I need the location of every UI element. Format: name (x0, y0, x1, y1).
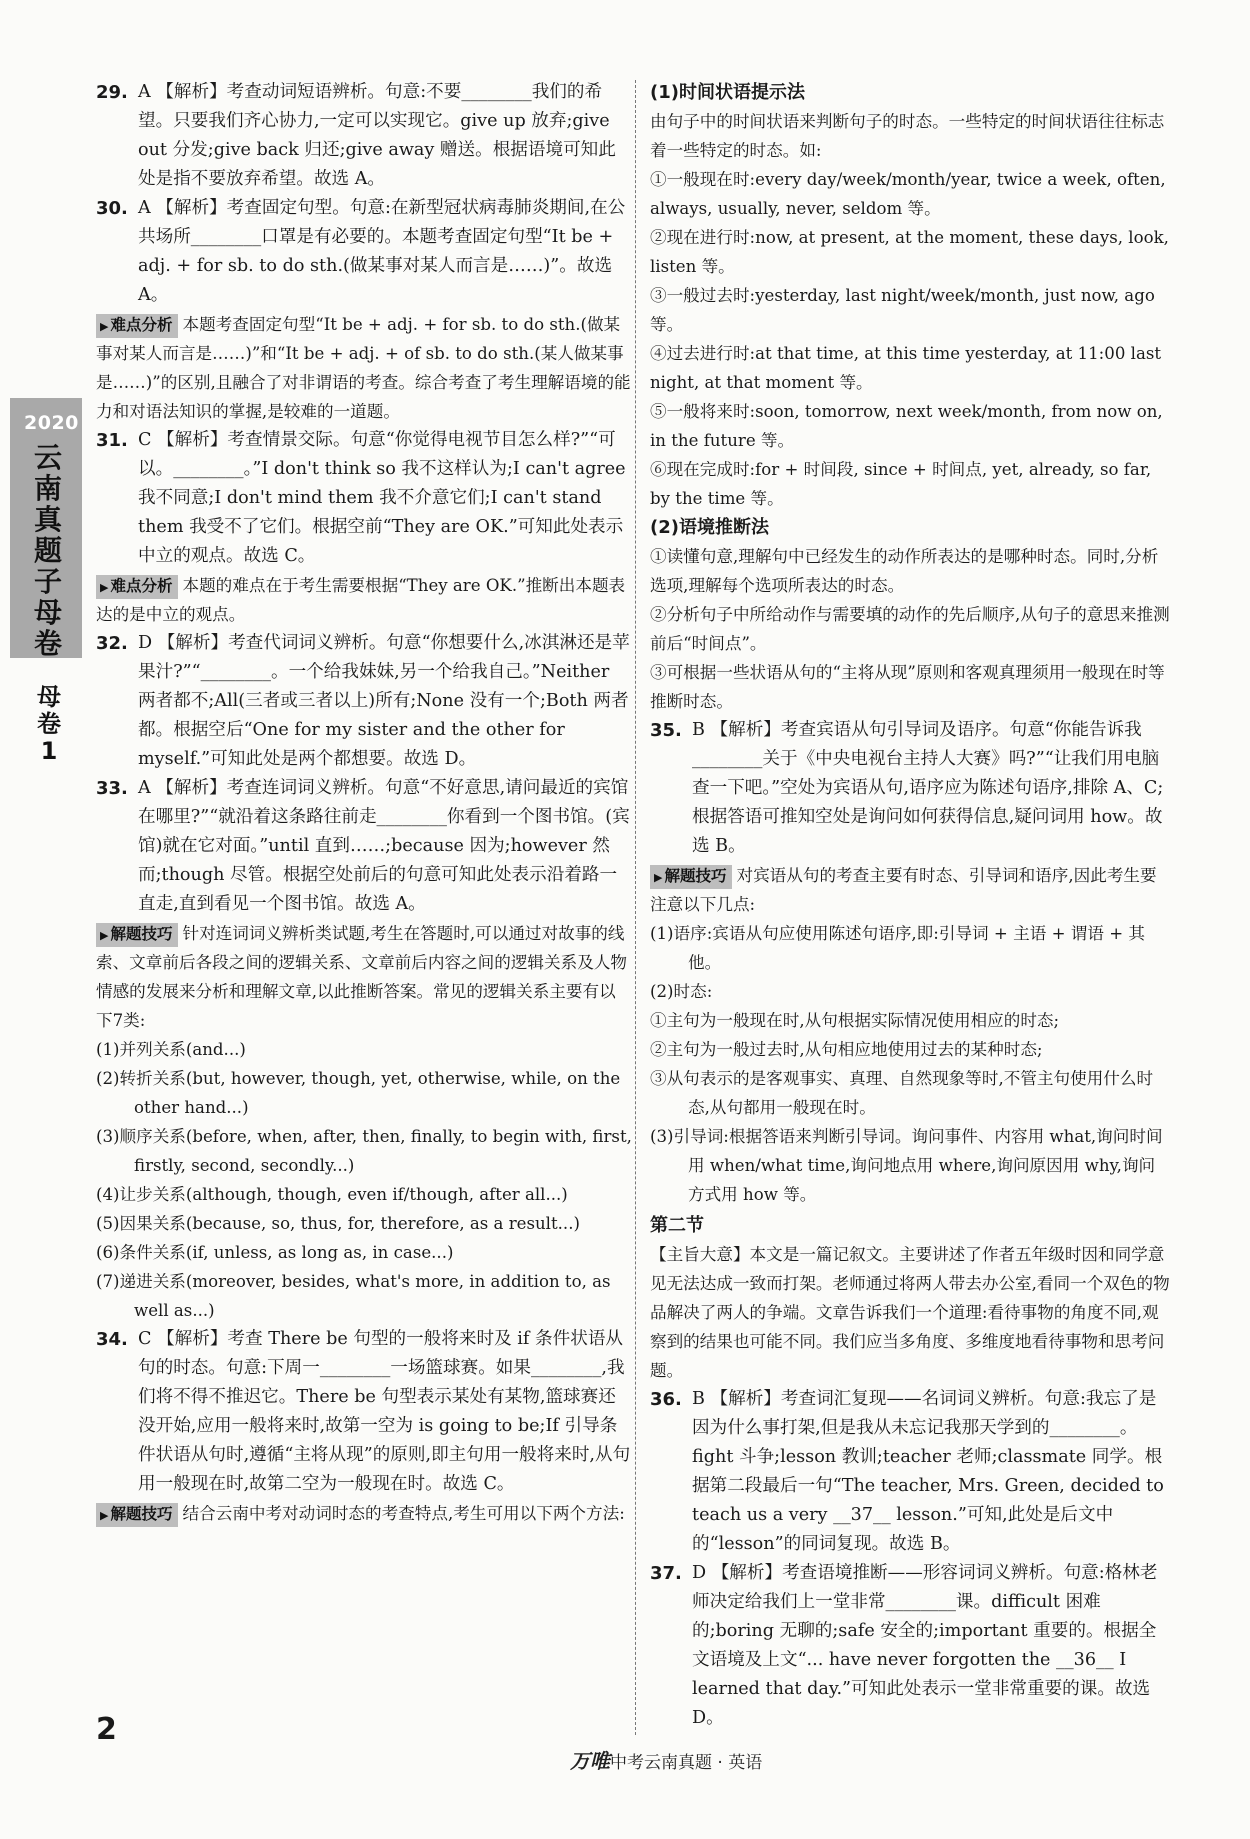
tip-text: 对宾语从句的考查主要有时态、引导词和语序,因此考生要注意以下几点: (650, 866, 1157, 914)
explanation-text: A 【解析】考查动词短语辨析。句意:不要________我们的希望。只要我们齐心协力,一定可以实现它。give up 放弃;give out 分发;give back 归还;give away 赠送。根据语境可知此处是指不要放弃希望。故选 A。 (138, 82, 616, 189)
right-column (650, 78, 1170, 1733)
tip-paragraph (650, 861, 1170, 919)
tip-list-item: (1)并列关系(and...) (96, 1040, 246, 1059)
tip-paragraph (96, 571, 632, 629)
tip-list-item: (7)递进关系(moreover, besides, what's more, in addition to, as well as...) (96, 1272, 611, 1320)
tip-list-item: (2)时态: (650, 982, 713, 1001)
question-number: 35. (650, 720, 682, 741)
tip-box (96, 571, 632, 629)
column-divider (635, 80, 636, 1735)
tip-label: ▶ 解题技巧 (650, 865, 732, 889)
explanation-text: C 【解析】考查情景交际。句意“你觉得电视节目怎么样?”“可以。________。”I don't think so 我不这样认为;I can't agree 我不同意;I don't mind them 我不介意它们;I can't stand them 我受不了它们。根据空前“They are OK.”可知此处表示中立的观点。故选 C。 (138, 430, 626, 566)
paragraph: ①读懂句意,理解句中已经发生的动作所表达的是哪种时态。同时,分析选项,理解每个选项所表达的时态。 (650, 547, 1159, 595)
paragraph: ③一般过去时:yesterday, last night/week/month, just now, ago 等。 (650, 286, 1155, 334)
paragraph: ⑤一般将来时:soon, tomorrow, next week/month, from now on, in the future 等。 (650, 402, 1163, 450)
tip-text: 本题考查固定句型“It be + adj. + for sb. to do sth.(做某事对某人而言是……)”和“It be + adj. + of sb. to do sth.(某人做某事是……)”的区别,且融合了对非谓语的考查。综合考查了考生理解语境的能力和对语法知识的掌握,是较难的一道题。 (96, 315, 631, 421)
question-item (650, 1559, 1170, 1733)
explanation-text: A 【解析】考查连词词义辨析。句意“不好意思,请问最近的宾馆在哪里?”“就沿着这条路往前走________你看到一个图书馆。(宾馆)就在它对面。”until 直到……;because 因为;however 然而;though 尽管。根据空处前后的句意可知此处表示沿着路一直走,直到看见一个图书馆。故选 A。 (138, 778, 630, 914)
explanation-text: B 【解析】考查宾语从句引导词及语序。句意“你能告诉我________关于《中央电视台主持人大赛》吗?”“让我们用电脑查一下吧。”空处为宾语从句,语序应为陈述句语序,排除 A、C;根据答语可推知空处是询问如何获得信息,疑问词用 how。故选 B。 (692, 720, 1164, 856)
paragraph: ③可根据一些状语从句的“主将从现”原则和客观真理须用一般现在时等推断时态。 (650, 663, 1165, 711)
paragraph: ⑥现在完成时:for + 时间段, since + 时间点, yet, already, so far, by the time 等。 (650, 460, 1152, 508)
tip-list-item: (3)引导词:根据答语来判断引导词。询问事件、内容用 what,询问时间用 when/what time,询问地点用 where,询问原因用 why,询问方式用 how 等。 (650, 1127, 1163, 1204)
tip-label: ▶ 解题技巧 (96, 923, 178, 947)
tip-box (96, 919, 632, 1325)
sidebar-subtitle: 母卷1 (37, 683, 61, 765)
footer-title: 中考云南真题 · 英语 (610, 1753, 763, 1773)
tip-paragraph (96, 310, 632, 426)
question-item (96, 426, 632, 571)
explanation-text: A 【解析】考查固定句型。句意:在新型冠状病毒肺炎期间,在公共场所________口罩是有必要的。本题考查固定句型“It be + adj. + for sb. to do sth.(做某事对某人而言是……)”。故选 A。 (138, 198, 626, 305)
question-number: 34. (96, 1329, 128, 1350)
question-item (96, 1325, 632, 1499)
paragraph: 由句子中的时间状语来判断句子的时态。一些特定的时间状语往往标志着一些特定的时态。如: (650, 112, 1165, 160)
question-item (96, 78, 632, 194)
question-number: 29. (96, 82, 128, 103)
tip-box (96, 310, 632, 426)
question-number: 33. (96, 778, 128, 799)
tip-label: ▶ 难点分析 (96, 575, 178, 599)
tip-text: 本题的难点在于考生需要根据“They are OK.”推断出本题表达的是中立的观点。 (96, 576, 626, 624)
tip-paragraph (96, 1499, 632, 1528)
explanation-text: B 【解析】考查词汇复现——名词词义辨析。句意:我忘了是因为什么事打架,但是我从未忘记我那天学到的________。fight 斗争;lesson 教训;teacher 老师;classmate 同学。根据第二段最后一句“The teacher, Mrs. Green, decided to teach us a very __37__ lesson.”可知,此处是后文中的“lesson”的同词复现。故选 B。 (692, 1389, 1164, 1554)
left-column (96, 78, 632, 1528)
tip-list (96, 1035, 632, 1325)
tip-list-item: (2)转折关系(but, however, though, yet, otherwise, while, on the other hand...) (96, 1069, 621, 1117)
sidebar-year: 2020 (24, 412, 79, 434)
tip-list-item: ①主句为一般现在时,从句根据实际情况使用相应的时态; (650, 1011, 1060, 1030)
explanation-text: D 【解析】考查语境推断——形容词词义辨析。句意:格林老师决定给我们上一堂非常________课。difficult 困难的;boring 无聊的;safe 安全的;important 重要的。根据全文语境及上文“... have never forgotten the __36__ I learned that day.”可知此处表示一堂非常重要的课。故选 D。 (692, 1563, 1158, 1728)
sidebar-title: 云南真题子母卷 (33, 441, 62, 660)
question-number: 32. (96, 633, 128, 654)
explanation-text: C 【解析】考查 There be 句型的一般将来时及 if 条件状语从句的时态。句意:下周一________一场篮球赛。如果________,我们将不得不推迟它。There be 句型表示某处有某物,篮球赛还没开始,应用一般将来时,故第一空为 is going to be;If 引导条件状语从句时,遵循“主将从现”的原则,即主句用一般将来时,从句用一般现在时,故第二空为一般现在时。故选 C。 (138, 1329, 631, 1494)
tip-label: ▶ 解题技巧 (96, 1503, 178, 1527)
question-number: 30. (96, 198, 128, 219)
question-item (96, 774, 632, 919)
subheading: (2)语境推断法 (650, 517, 769, 538)
question-item (650, 716, 1170, 861)
brand-logo: 万唯 (570, 1749, 610, 1773)
subheading: (1)时间状语提示法 (650, 82, 805, 103)
question-number: 31. (96, 430, 128, 451)
question-number: 37. (650, 1563, 682, 1584)
question-item (650, 1385, 1170, 1559)
tip-list-item: ③从句表示的是客观事实、真理、自然现象等时,不管主句使用什么时态,从句都用一般现在时。 (650, 1069, 1154, 1117)
tip-list-item: (3)顺序关系(before, when, after, then, finally, to begin with, first, firstly, second, secondly...) (96, 1127, 632, 1175)
paragraph: ④过去进行时:at that time, at this time yesterday, at 11:00 last night, at that moment 等。 (650, 344, 1162, 392)
tip-list-item: (4)让步关系(although, though, even if/though, after all...) (96, 1185, 568, 1204)
tip-paragraph (96, 919, 632, 1035)
tip-box (96, 1499, 632, 1528)
tip-text: 结合云南中考对动词时态的考查特点,考生可用以下两个方法: (182, 1504, 625, 1523)
section-heading: 第二节 (650, 1215, 704, 1236)
paragraph: ②分析句子中所给动作与需要填的动作的先后顺序,从句子的意思来推测前后“时间点”。 (650, 605, 1170, 653)
tip-list-item: (1)语序:宾语从句应使用陈述句语序,即:引导词 + 主语 + 谓语 + 其他。 (650, 924, 1145, 972)
page-number: 2 (96, 1712, 117, 1747)
tip-list-item: (6)条件关系(if, unless, as long as, in case...) (96, 1243, 454, 1262)
tip-box (650, 861, 1170, 1209)
tip-text: 针对连词词义辨析类试题,考生在答题时,可以通过对故事的线索、文章前后各段之间的逻辑关系、文章前后内容之间的逻辑关系及人物情感的发展来分析和理解文章,以此推断答案。常见的逻辑关系主要有以下7类: (96, 924, 627, 1030)
tip-label: ▶ 难点分析 (96, 314, 178, 338)
paragraph: ②现在进行时:now, at present, at the moment, these days, look, listen 等。 (650, 228, 1169, 276)
paragraph: 【主旨大意】本文是一篇记叙文。主要讲述了作者五年级时因和同学意见无法达成一致而打架。老师通过将两人带去办公室,看同一个双色的物品解决了两人的争端。文章告诉我们一个道理:看待事物的角度不同,观察到的结果也可能不同。我们应当多角度、多维度地看待事物和思考问题。 (650, 1245, 1170, 1380)
tip-list (650, 919, 1170, 1209)
tip-list-item: ②主句为一般过去时,从句相应地使用过去的某种时态; (650, 1040, 1043, 1059)
question-item (96, 194, 632, 310)
paragraph: ①一般现在时:every day/week/month/year, twice a week, often, always, usually, never, seldom 等。 (650, 170, 1166, 218)
tip-list-item: (5)因果关系(because, so, thus, for, therefore, as a result...) (96, 1214, 580, 1233)
footer-brand (570, 1745, 762, 1774)
explanation-text: D 【解析】考查代词词义辨析。句意“你想要什么,冰淇淋还是苹果汁?”“________。一个给我妹妹,另一个给我自己。”Neither 两者都不;All(三者或三者以上)所有;None 没有一个;Both 两者都。根据空后“One for my sister and the other for myself.”可知此处是两个都想要。故选 D。 (138, 633, 630, 769)
question-number: 36. (650, 1389, 682, 1410)
question-item (96, 629, 632, 774)
